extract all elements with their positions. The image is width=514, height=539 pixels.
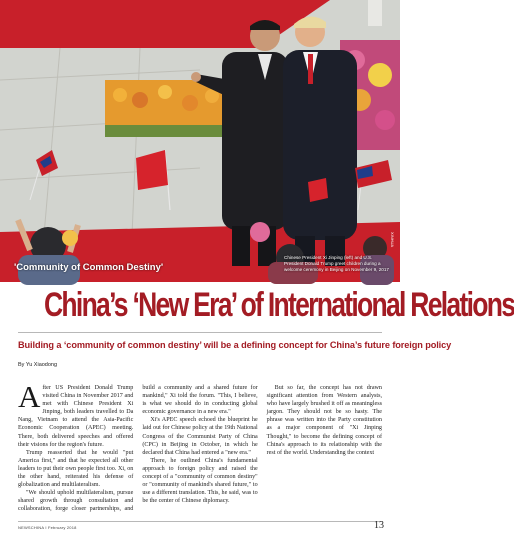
photo-section-tag: 'Community of Common Destiny' (14, 262, 164, 273)
article-paragraph: Xi's APEC speech echoed the blueprint he laid out for Chinese policy at the 19th National Congress of the Communist Party of China (CPC) in Beijing in October, in which he declared that China had entered a "new era." (142, 417, 258, 456)
page-number: 13 (374, 520, 384, 531)
article-paragraph: "We should uphold multilateralism, pursue shared growth through consultation and collaboration, forge closer partnerships, and build a community and a shared future for mankind," Xi told the forum. "This, I believe, is what we should do in conducting global economic governance in a new era." (18, 385, 258, 513)
headline-divider (18, 332, 382, 333)
drop-cap: A (18, 379, 41, 414)
article-subheading: Building a ‘community of common destiny’ will be a defining concept for China’s future foreign policy (18, 340, 452, 350)
article-paragraph: After US President Donald Trump visited China in November 2017 and met with Chinese President Xi Jinping, both leaders travelled to Da Nang, Vietnam to attend the Asia-Pacific Economic Cooperation (APEC) meeting. There, both delivered speeches and offered their visions for the region's future. (18, 379, 134, 448)
article-paragraph: There, he outlined China's fundamental approach to foreign policy and raised the concept of a "community of common destiny" or "community of mankind's shared future," to use a different translation. This, he said, was to be the center of Chinese diplomacy. (142, 457, 258, 505)
article-byline: By Yu Xiaodong (18, 362, 58, 368)
article-paragraph: Trump reasserted that he would "put America first," and that he expected all other leaders to put their own people first too. Xi, on the other hand, reiterated his defense of globalization and multilateralism. (18, 449, 134, 489)
article-headline: China’s ‘New Era’ of International Relations (44, 286, 514, 324)
footer-publication: NEWSCHINA I February 2018 (18, 525, 77, 530)
hero-photo-illustration (0, 0, 400, 282)
article-paragraph: But so far, the concept has not drawn significant attention from Western analysts, who have largely brushed it off as meaningless jargon. They should not be so hasty. The phrase was written into the Party constitution as a major component of "Xi Jinping Thought," to become the defining concept of China's approach to its relationship with the rest of the world. Understanding the context (266, 385, 382, 456)
photo-credit: XINHUA (390, 232, 395, 248)
footer-divider (18, 521, 382, 522)
article-body (18, 379, 382, 517)
photo-caption: Chinese President Xi Jinping (left) and U.S. President Donald Trump greet children during a welcome ceremony in Beijing on November 9, 2017 (284, 255, 389, 272)
hero-photo (0, 0, 400, 282)
